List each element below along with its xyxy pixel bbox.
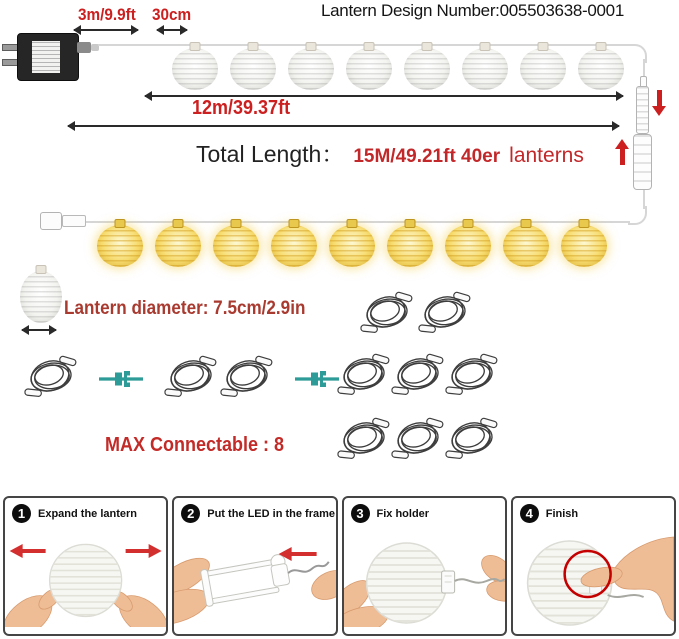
step-4-header	[513, 498, 674, 525]
string-end-plug	[40, 212, 62, 230]
total-length-arrow-icon	[68, 125, 619, 127]
lit-lantern	[213, 225, 259, 267]
wire-icon	[288, 562, 330, 575]
string-connector-female	[633, 134, 652, 190]
step-panel-2	[172, 496, 337, 636]
string-end-plug-tip	[62, 215, 86, 227]
wire-icon	[607, 595, 643, 597]
step-2-illustration	[174, 525, 335, 627]
lit-lantern	[155, 225, 201, 267]
white-lantern	[520, 48, 566, 90]
design-number: Lantern Design Number:005503638-0001	[321, 1, 624, 20]
diameter-demo-lantern	[20, 271, 62, 323]
step-1-badge: 1	[12, 504, 31, 523]
red-up-arrow-icon	[620, 149, 625, 165]
white-lantern-row	[172, 48, 624, 90]
coil-single	[24, 351, 78, 401]
coil-icon	[445, 349, 499, 399]
coil-icon	[391, 349, 445, 399]
white-lantern	[578, 48, 624, 90]
coil-icon	[418, 287, 472, 337]
coil-icon	[445, 413, 499, 463]
step-1-header	[5, 498, 166, 525]
paper-lantern-icon	[46, 544, 125, 616]
step-panel-3	[342, 496, 507, 636]
total-length-line	[196, 136, 584, 169]
lit-lantern	[561, 225, 607, 267]
string-wire-bottom	[86, 221, 630, 223]
step-4-illustration	[513, 525, 674, 627]
step-1-label: Expand the lantern	[38, 507, 138, 520]
lead-length-arrow-icon	[74, 29, 138, 31]
step-2-label: Put the LED in the frame	[207, 507, 335, 520]
coil-icon	[360, 287, 414, 337]
step-4-label: Finish	[545, 507, 579, 520]
spacing-label: 30cm	[152, 5, 192, 24]
step-3-header	[344, 498, 505, 525]
string-length-label: 12m/39.37ft	[192, 97, 291, 119]
total-length-suffix: lanterns	[509, 144, 584, 167]
diameter-label: Lantern diameter: 7.5cm/2.9in	[64, 298, 306, 319]
white-lantern	[404, 48, 450, 90]
coil-group-top	[360, 287, 472, 337]
teal-plug-icon	[295, 369, 339, 389]
coil-group-bottom	[337, 413, 499, 463]
white-lantern	[230, 48, 276, 90]
diameter-arrow-icon	[22, 329, 56, 331]
step-2-badge: 2	[181, 504, 200, 523]
lit-lantern-row	[97, 225, 607, 267]
adapter-label	[30, 38, 62, 76]
adapter-connector	[77, 42, 91, 53]
white-lantern	[288, 48, 334, 90]
coil-icon	[391, 413, 445, 463]
total-length-value: 15M/49.21ft 40er	[353, 146, 501, 167]
coil-icon	[337, 413, 391, 463]
coil-icon	[24, 351, 78, 401]
power-adapter	[17, 33, 79, 81]
lit-lantern	[503, 225, 549, 267]
spacing-arrow-icon	[157, 29, 187, 31]
string-connector-male	[636, 86, 649, 134]
red-left-arrow-icon	[10, 544, 23, 558]
coil-icon	[220, 351, 274, 401]
lit-lantern	[271, 225, 317, 267]
red-down-arrow-icon	[657, 90, 662, 106]
coil-group-mid	[337, 349, 499, 399]
coil-pair	[164, 351, 274, 401]
coil-icon	[164, 351, 218, 401]
step-2-header	[174, 498, 335, 525]
step-4-badge: 4	[520, 504, 539, 523]
lit-lantern	[329, 225, 375, 267]
lit-lantern	[387, 225, 433, 267]
step-3-badge: 3	[351, 504, 370, 523]
red-right-arrow-icon	[149, 544, 162, 558]
coil-icon	[337, 349, 391, 399]
step-panel-4	[511, 496, 676, 636]
wire-corner	[628, 206, 647, 225]
lead-length-label: 3m/9.9ft	[78, 5, 136, 24]
lit-lantern	[445, 225, 491, 267]
white-lantern	[462, 48, 508, 90]
step-panel-1	[3, 496, 168, 636]
step-1-illustration	[5, 525, 166, 627]
lit-lantern	[97, 225, 143, 267]
white-lantern	[346, 48, 392, 90]
step-3-label: Fix holder	[376, 507, 430, 520]
step-3-illustration	[344, 525, 505, 627]
teal-plug-icon	[99, 369, 143, 389]
white-lantern	[172, 48, 218, 90]
max-connectable-label: MAX Connectable : 8	[105, 434, 285, 456]
total-length-label: Total Length：	[196, 141, 345, 167]
assembly-steps	[3, 496, 676, 636]
